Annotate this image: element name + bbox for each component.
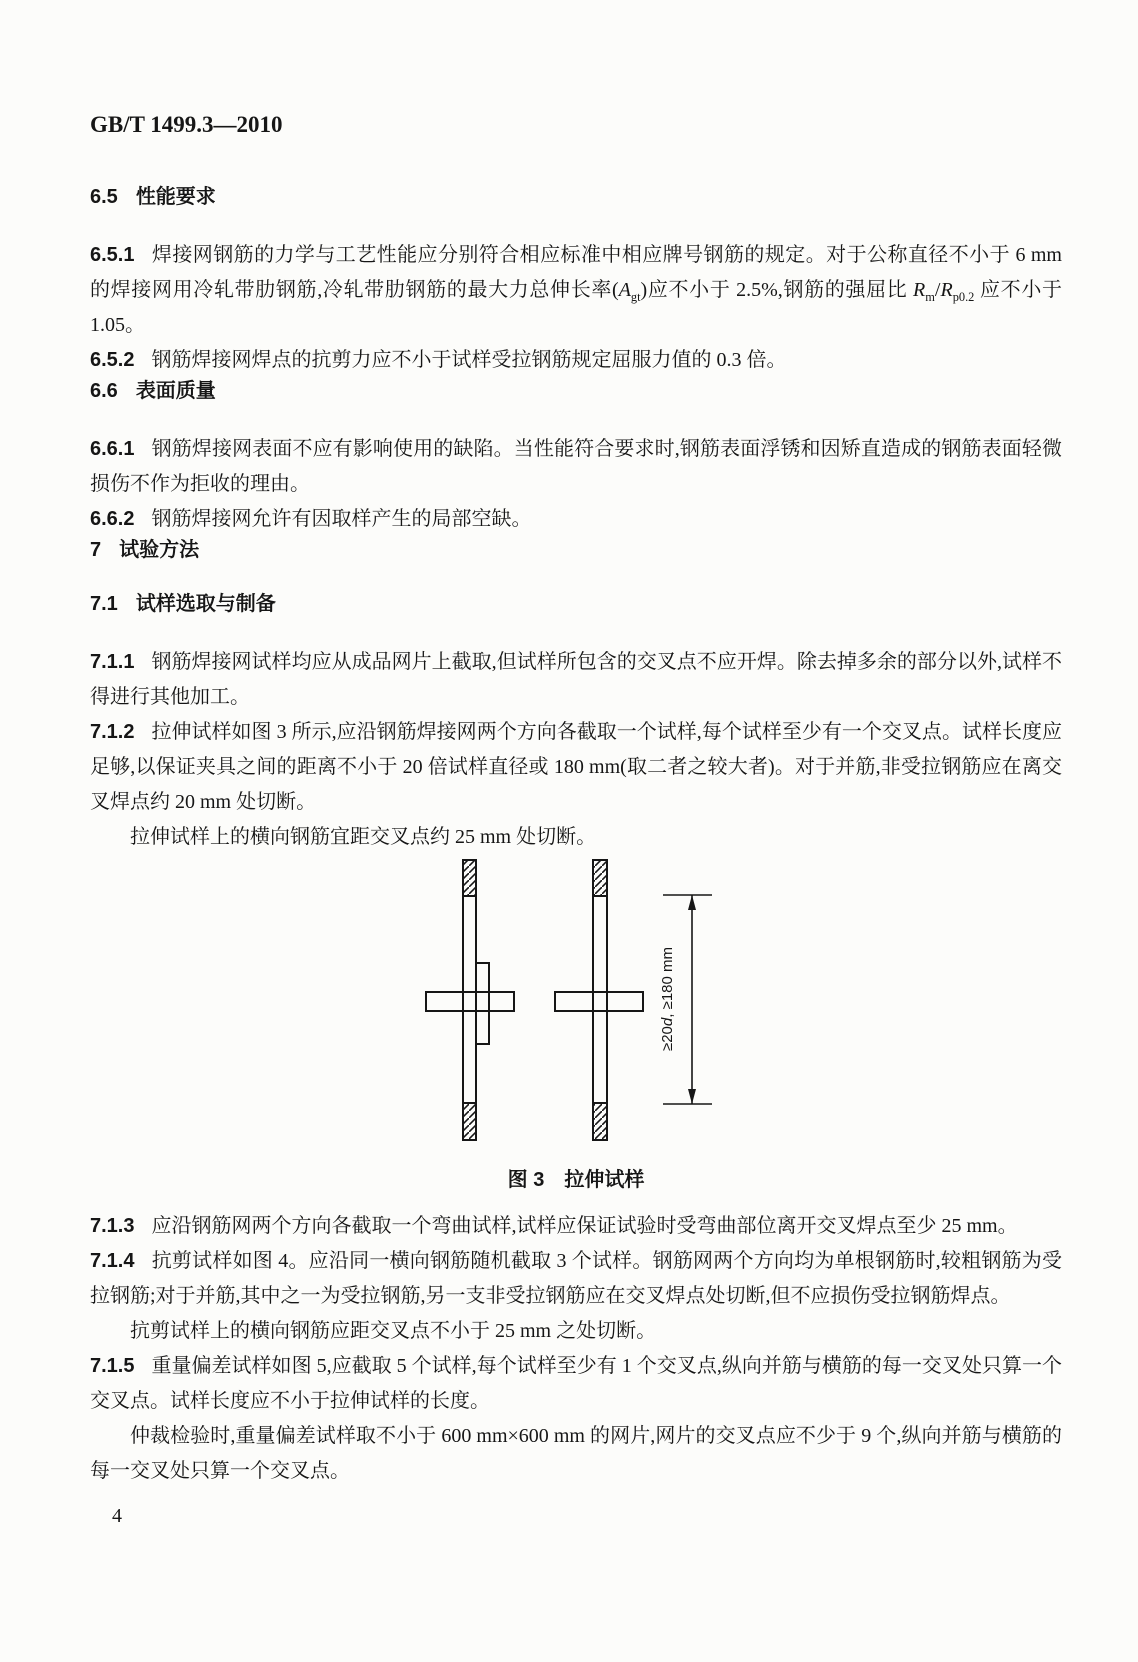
arrowhead-up [688,895,696,910]
clause-7-1-2 [90,715,1062,820]
clause-7-1-3 [90,1209,1062,1244]
paired-bar [476,963,489,1044]
transverse-bar [555,992,643,1011]
heading-7-1 [90,591,1062,617]
clause-text: 应不小于 1.05。 [90,279,1062,336]
heading-number: 7 [90,539,102,561]
heading-7 [90,537,1062,563]
clause-number: 6.5.1 [90,244,135,266]
symbol-Rp02: R [940,279,953,301]
separator: / [934,279,941,301]
heading-6-6 [90,378,1062,404]
clause-7-1-4 [90,1244,1062,1314]
clause-text: 抗剪试样上的横向钢筋应距交叉点不小于 25 mm 之处切断。 [130,1320,657,1342]
clause-6-5-1 [90,238,1062,343]
clause-7-1-1 [90,645,1062,715]
symbol-Rm: R [913,279,926,301]
symbol-Agt: A [618,279,631,301]
clause-number: 7.1.5 [90,1355,135,1377]
clause-6-6-2 [90,502,1062,537]
clause-text: 应沿钢筋网两个方向各截取一个弯曲试样,试样应保证试验时受弯曲部位离开交叉焊点至少 25 mm。 [151,1215,1018,1237]
clause-number: 7.1.1 [90,651,135,673]
clause-6-6-1 [90,432,1062,502]
arrowhead-down [688,1089,696,1104]
grip-hatch-top [463,860,476,896]
heading-title: 试验方法 [119,539,200,561]
clause-7-1-5 [90,1349,1062,1419]
longitudinal-bar [593,860,607,1140]
dimension-label: ≥20d, ≥180 mm [659,946,676,1052]
clause-7-1-4-continuation [90,1314,1062,1349]
figure-3-caption [90,1167,1062,1193]
clause-text: 钢筋焊接网试样均应从成品网片上截取,但试样所包含的交叉点不应开焊。除去掉多余的部分以外,试样不得进行其他加工。 [90,651,1062,708]
subscript: p0.2 [952,290,975,304]
heading-number: 6.5 [90,186,118,208]
standard-code: GB/T 1499.3—2010 [90,112,283,137]
subscript: gt [630,290,641,304]
clause-7-1-2-continuation [90,820,1062,855]
figure-3-tensile-specimens [90,859,1062,1141]
page-content [90,110,1062,1528]
subscript: m [925,290,935,304]
clause-7-1-5-continuation [90,1419,1062,1489]
clause-number: 7.1.2 [90,721,135,743]
clause-text: 重量偏差试样如图 5,应截取 5 个试样,每个试样至少有 1 个交叉点,纵向并筋与横筋的每一交叉处只算一个交叉点。试样长度应不小于拉伸试样的长度。 [90,1355,1062,1412]
grip-hatch-bottom [593,1103,607,1140]
heading-title: 性能要求 [135,186,216,208]
heading-title: 表面质量 [135,380,216,402]
page-number: 4 [112,1505,122,1527]
caption-label: 图 3 [507,1169,545,1191]
caption-title: 拉伸试样 [564,1169,645,1191]
heading-6-5 [90,184,1062,210]
specimen-left [426,860,514,1140]
specimen-right [555,860,643,1140]
clause-number: 6.6.2 [90,508,135,530]
clause-6-5-2 [90,343,1062,378]
clause-text: 钢筋焊接网允许有因取样产生的局部空缺。 [151,508,532,530]
clause-number: 6.5.2 [90,349,135,371]
clause-text: 钢筋焊接网焊点的抗剪力应不小于试样受拉钢筋规定屈服力值的 0.3 倍。 [151,349,787,371]
heading-number: 6.6 [90,380,118,402]
transverse-bar [426,992,514,1011]
clause-text: 焊接网钢筋的力学与工艺性能应分别符合相应标准中相应牌号钢筋的规定。对于公称直径不小于 6 mm 的焊接网用冷轧带肋钢筋,冷轧带肋钢筋的最大力总伸长率( [90,244,1062,301]
clause-text: 拉伸试样上的横向钢筋宜距交叉点约 25 mm 处切断。 [130,826,597,848]
grip-hatch-bottom [463,1103,476,1140]
clause-text: 仲裁检验时,重量偏差试样取不小于 600 mm×600 mm 的网片,网片的交叉点应不少于 9 个,纵向并筋与横筋的每一交叉处只算一个交叉点。 [90,1425,1062,1482]
grip-hatch-top [593,860,607,896]
clause-text: 钢筋焊接网表面不应有影响使用的缺陷。当性能符合要求时,钢筋表面浮锈和因矫直造成的钢筋表面轻微损伤不作为拒收的理由。 [90,438,1062,495]
clause-text: 拉伸试样如图 3 所示,应沿钢筋焊接网两个方向各截取一个试样,每个试样至少有一个交叉点。试样长度应足够,以保证夹具之间的距离不小于 20 倍试样直径或 180 mm(取二者之较大者)。对于并筋,非受拉钢筋应在离交叉焊点约 20 mm 处切断。 [90,721,1062,813]
clause-number: 7.1.4 [90,1250,135,1272]
clause-text: 抗剪试样如图 4。应沿同一横向钢筋随机截取 3 个试样。钢筋网两个方向均为单根钢筋时,较粗钢筋为受拉钢筋;对于并筋,其中之一为受拉钢筋,另一支非受拉钢筋应在交叉焊点处切断,但不应损伤受拉钢筋焊点。 [90,1250,1062,1307]
longitudinal-bar [463,860,476,1140]
tensile-specimen-drawing [420,859,720,1141]
clause-text: )应不小于 2.5%,钢筋的强屈比 [640,279,914,301]
heading-title: 试样选取与制备 [135,593,276,615]
clause-number: 6.6.1 [90,438,135,460]
diameter-symbol: d [659,1017,676,1027]
heading-number: 7.1 [90,593,118,615]
clause-number: 7.1.3 [90,1215,135,1237]
